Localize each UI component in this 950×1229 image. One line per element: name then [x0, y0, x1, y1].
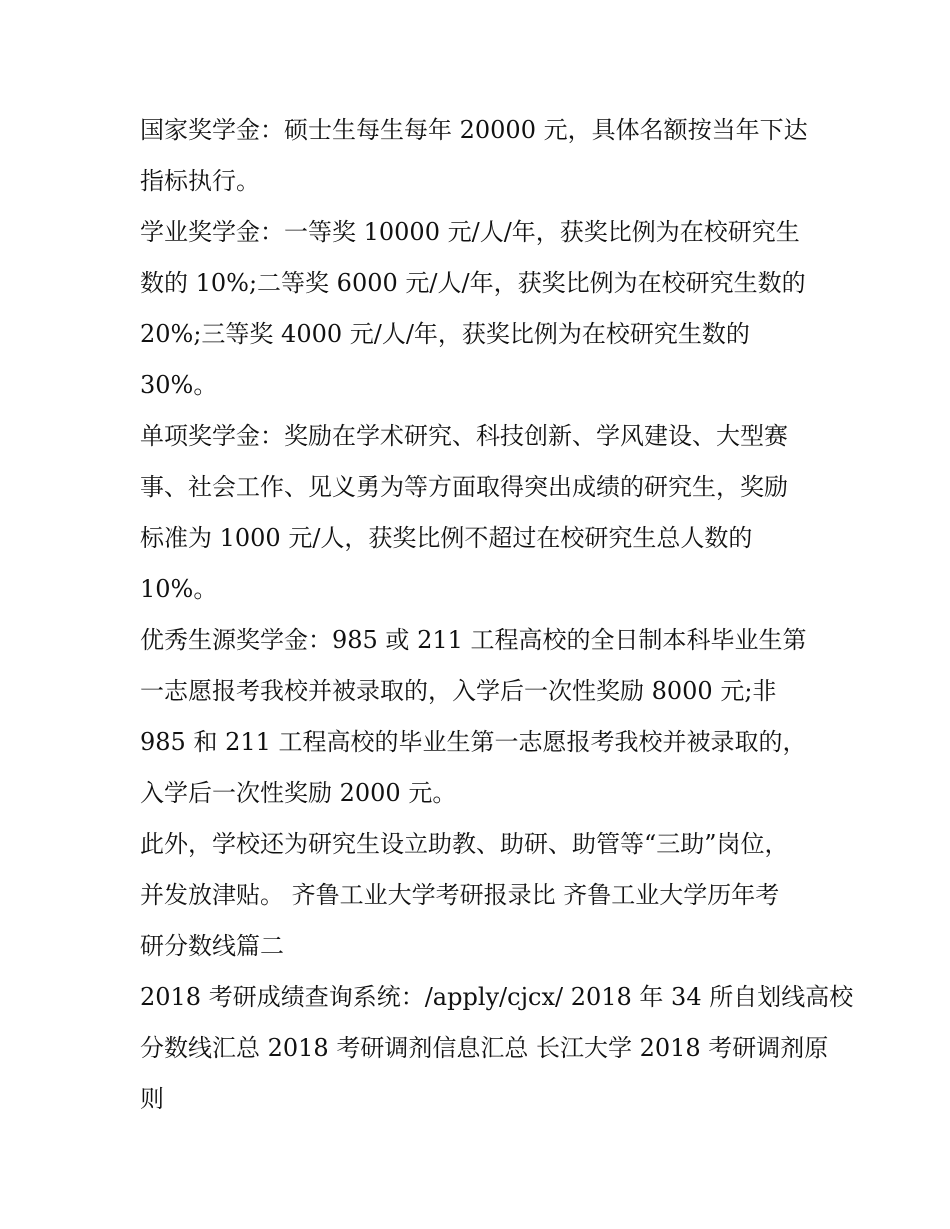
- text-line: 此外，学校还为研究生设立助教、助研、助管等“三助”岗位，: [140, 830, 789, 858]
- text-line: 20%;三等奖 4000 元/人/年，获奖比例为在校研究生数的: [140, 320, 750, 348]
- text-line: 30%。: [140, 371, 218, 399]
- text-line: 则: [140, 1085, 164, 1113]
- text-line: 并发放津贴。 齐鲁工业大学考研报录比 齐鲁工业大学历年考: [140, 881, 780, 909]
- document-body: [140, 105, 854, 1125]
- text-line: 分数线汇总 2018 考研调剂信息汇总 长江大学 2018 考研调剂原: [140, 1034, 829, 1062]
- text-line: 一志愿报考我校并被录取的，入学后一次性奖励 8000 元;非: [140, 677, 777, 705]
- text-line: 数的 10%;二等奖 6000 元/人/年，获奖比例为在校研究生数的: [140, 269, 806, 297]
- text-line: 事、社会工作、见义勇为等方面取得突出成绩的研究生，奖励: [140, 473, 788, 501]
- text-line: 标准为 1000 元/人，获奖比例不超过在校研究生总人数的: [140, 524, 753, 552]
- text-line: 10%。: [140, 575, 218, 603]
- text-line: 国家奖学金：硕士生每生每年 20000 元，具体名额按当年下达: [140, 116, 808, 144]
- text-line: 研分数线篇二: [140, 932, 284, 960]
- text-line: 优秀生源奖学金：985 或 211 工程高校的全日制本科毕业生第: [140, 626, 807, 654]
- text-line: 学业奖学金：一等奖 10000 元/人/年，获奖比例为在校研究生: [140, 218, 800, 246]
- text-line: 指标执行。: [140, 167, 260, 195]
- text-line: 单项奖学金：奖励在学术研究、科技创新、学风建设、大型赛: [140, 422, 788, 450]
- text-line: 2018 考研成绩查询系统：/apply/cjcx/ 2018 年 34 所自划线高校: [140, 983, 854, 1011]
- text-line: 入学后一次性奖励 2000 元。: [140, 779, 457, 807]
- text-line: 985 和 211 工程高校的毕业生第一志愿报考我校并被录取的，: [140, 728, 807, 756]
